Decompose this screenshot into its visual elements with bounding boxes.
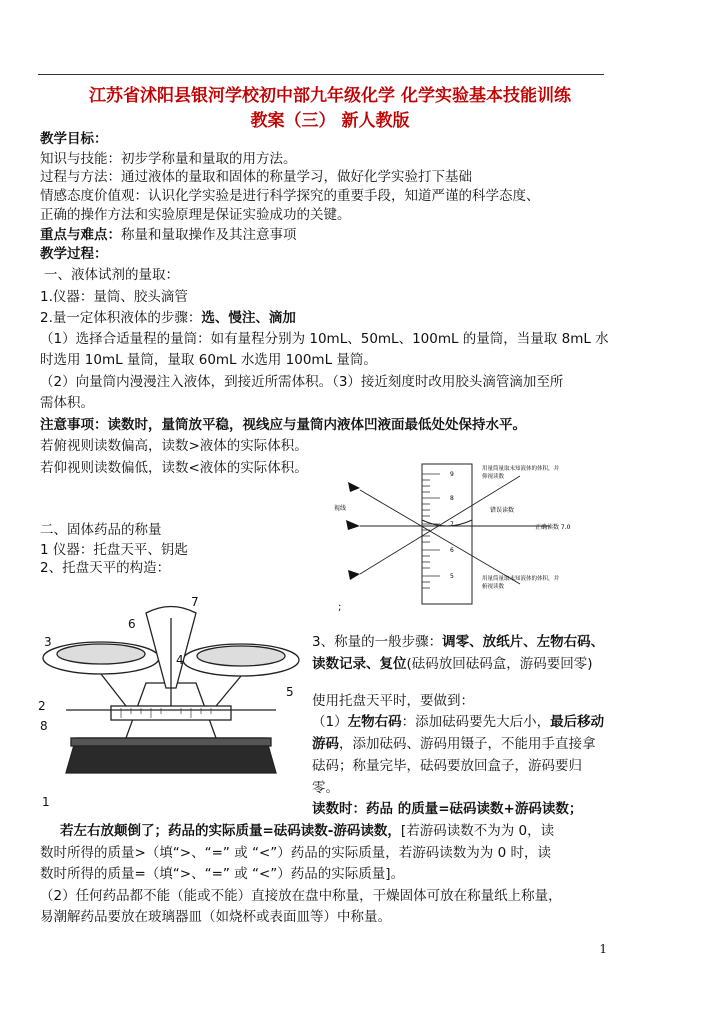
- part-label-2: 2: [38, 699, 46, 713]
- step-1a: （1）选择合适量程的量筒：如有量程分别为 10mL、50mL、100mL 的量筒，当量取 8mL 水: [40, 331, 609, 347]
- lw-keyword: 左物右码: [347, 714, 402, 730]
- section-2-title: 二、固体药品的称量: [40, 522, 162, 538]
- section-1-title: 一、液体试剂的量取：: [44, 267, 179, 283]
- sight-lines: [360, 476, 550, 584]
- part-label-5: 5: [286, 685, 294, 699]
- note-label: 注意事项：: [40, 417, 108, 433]
- base-top: [71, 738, 271, 746]
- top-note-2: 仰视读数: [482, 474, 505, 480]
- step-1b: 时选用 10mL 量筒，量取 60mL 水选用 100mL 量筒。: [40, 352, 377, 368]
- note-text: 读数时，量筒放平稳，视线应与量筒内液体凹液面最低处处保持水平。: [107, 417, 526, 433]
- tick-5: 5: [450, 573, 454, 580]
- part-label-4: 4: [176, 653, 184, 667]
- weigh-steps: [312, 631, 607, 675]
- cylinder-reading-diagram: [330, 462, 605, 612]
- look-down-text: 若俯视则读数偏高，读数>液体的实际体积。: [40, 438, 308, 454]
- eye-icon: [346, 482, 360, 580]
- instrument-2: 1 仪器：托盘天平、钥匙: [40, 542, 188, 558]
- weigh-steps-note: (砝码放回砝码盒，游码要回零): [406, 656, 593, 672]
- goal-knowledge: 知识与技能：初步学称量和量取的用方法。: [40, 151, 297, 167]
- lw-text-2: ，添加砝码、游码用镊子，不能用手直接拿砝码；称量完毕，砝码要放回盒子，游码要归零。: [312, 736, 596, 796]
- page-number: 1: [599, 942, 607, 956]
- cylinder-outline: [422, 464, 472, 604]
- part-label-1: 1: [42, 795, 50, 809]
- process-heading: 教学过程：: [40, 246, 108, 262]
- wrong-reading: 错误读数: [490, 507, 515, 514]
- read-label: 读数时：: [312, 801, 366, 817]
- key-text: 称量和量取操作及其注意事项: [121, 227, 297, 243]
- look-up-text: 若仰视则读数偏低，读数<液体的实际体积。: [40, 460, 308, 476]
- key-label: 重点与难点：: [40, 227, 121, 243]
- reversed-note: [若游码读数不为为 0，读: [400, 823, 555, 839]
- header-rule: [38, 74, 604, 75]
- reading-rule: [312, 798, 607, 820]
- use-balance: 使用托盘天平时，要做到：: [312, 693, 474, 709]
- sight-label: 视线: [334, 505, 347, 512]
- beam-scale: [111, 706, 231, 720]
- step-2b: 需体积。: [40, 395, 94, 411]
- goal-process: 过程与方法：通过液体的量取和固体的称量学习，做好化学实验打下基础: [40, 169, 472, 185]
- part-label-3: 3: [44, 635, 52, 649]
- tick-6: 6: [450, 547, 454, 554]
- balance-structure-label: 2、托盘天平的构造：: [40, 560, 171, 576]
- steps-keywords: 选、慢注、滴加: [201, 310, 296, 326]
- goals-heading: 教学目标：: [40, 131, 108, 147]
- lw-text-1: ：添加砝码要先大后小，: [401, 714, 551, 730]
- bottom-note: 用量筒量取未知液体的体积，并: [482, 576, 560, 582]
- reversed-line-2: 数时所得的质量>（填“>、“=” 或 “<”）药品的实际质量，若游码读数为为 0 时，读: [40, 845, 551, 861]
- last-line-2: 易潮解药品要放在玻璃器皿（如烧杯或表面皿等）中称量。: [40, 909, 391, 925]
- instrument-1: 1.仪器：量筒、胶头滴管: [40, 289, 188, 305]
- title-line-1: 江苏省沭阳县银河学校初中部九年级化学 化学实验基本技能训练: [89, 86, 571, 106]
- balance-diagram: [36, 588, 306, 813]
- lw-prefix: （1）: [312, 714, 348, 730]
- weigh-steps-label: 3、称量的一般步骤：: [312, 634, 443, 650]
- left-object-right-weight: [312, 711, 607, 799]
- bottom-note-2: 俯视读数: [482, 584, 505, 590]
- last-line-1: （2）任何药品都不能（能或不能）直接放在盘中称量，干燥固体可放在称量纸上称量，: [40, 888, 562, 904]
- step-2a: （2）向量筒内漫漫注入液体，到接近所需体积。（3）接近刻度时改用胶头滴管滴加至所: [40, 374, 564, 390]
- read-formula: 药品 的质量=砝码读数+游码读数；: [366, 801, 583, 817]
- right-pan-inner: [197, 646, 285, 666]
- goal-emotion: 情感态度价值观：认识化学实验是进行科学探究的重要手段，知道严谨的科学态度、: [40, 188, 540, 204]
- steps-label: 2.量一定体积液体的步骤：: [40, 310, 202, 326]
- tick-7: 7: [450, 521, 454, 528]
- part-label-6: 6: [128, 617, 136, 631]
- weigh-steps-keywords: 调零、放纸片、左物右码、读数记录、复位: [312, 634, 605, 672]
- title-line-2: 教案（三） 新人教版: [250, 111, 410, 131]
- reversed-formula: 若左右放颠倒了；药品的实际质量=砝码读数-游码读数，: [60, 823, 401, 839]
- part-label-7: 7: [191, 595, 199, 609]
- goal-emotion-2: 正确的操作方法和实验原理是保证实验成功的关键。: [40, 207, 351, 223]
- note-line: [40, 416, 526, 434]
- top-note: 用量筒量取未知液体的体积，并: [482, 466, 560, 472]
- correct-reading: 正确读数 7.0: [535, 524, 571, 531]
- key-points: [40, 226, 297, 244]
- reversed-line-3: 数时所得的质量=（填“>、“=” 或 “<”）药品的实际质量]。: [40, 866, 405, 882]
- left-pan-inner: [57, 644, 145, 664]
- steps-line: [40, 309, 296, 327]
- tick-8: 8: [450, 495, 454, 502]
- semicolon-mark: ;: [338, 602, 342, 612]
- lw-keyword-2: 最后移动游码: [312, 714, 605, 752]
- reversed-line-1: [60, 822, 554, 840]
- tick-9: 9: [450, 471, 454, 478]
- part-label-8: 8: [40, 719, 48, 733]
